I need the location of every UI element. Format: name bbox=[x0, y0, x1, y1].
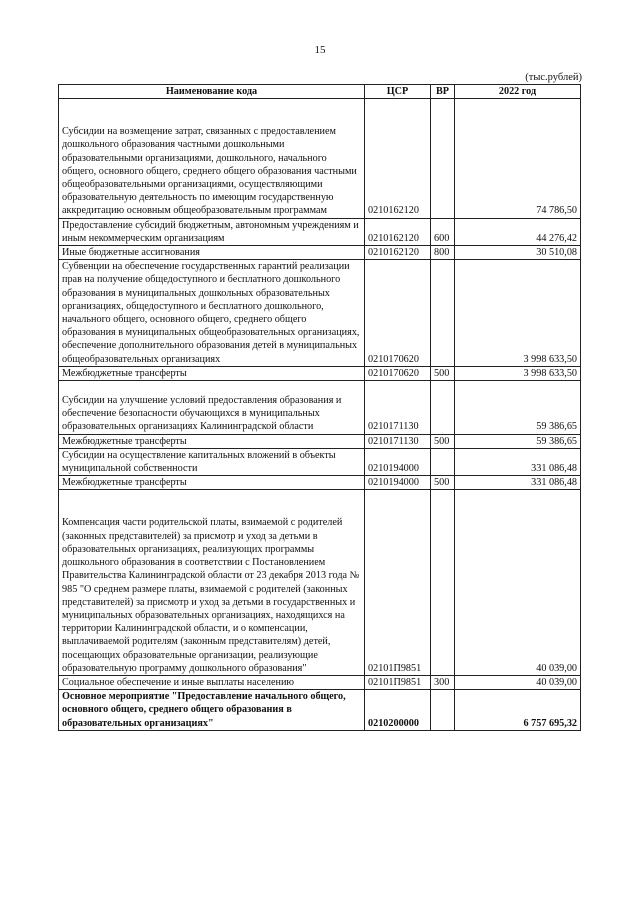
row-csr: 0210200000 bbox=[365, 690, 431, 731]
row-vr bbox=[431, 448, 455, 475]
row-amount: 30 510,08 bbox=[455, 246, 581, 260]
row-csr: 0210170620 bbox=[365, 260, 431, 367]
table-row bbox=[59, 381, 581, 435]
row-amount: 331 086,48 bbox=[455, 448, 581, 475]
row-csr: 0210162120 bbox=[365, 99, 431, 218]
table-row bbox=[59, 99, 581, 218]
table-row bbox=[59, 218, 581, 245]
row-csr: 0210170620 bbox=[365, 366, 431, 380]
row-csr: 0210162120 bbox=[365, 246, 431, 260]
row-csr: 0210194000 bbox=[365, 448, 431, 475]
row-vr bbox=[431, 490, 455, 675]
row-name: Межбюджетные трансферты bbox=[59, 366, 365, 380]
row-amount: 3 998 633,50 bbox=[455, 260, 581, 367]
row-csr: 02101П9851 bbox=[365, 490, 431, 675]
row-name: Межбюджетные трансферты bbox=[59, 434, 365, 448]
row-vr: 300 bbox=[431, 675, 455, 689]
row-name: Основное мероприятие "Предоставление начального общего, основного общего, среднего общего образования в образовательных организациях" bbox=[59, 690, 365, 731]
row-amount: 59 386,65 bbox=[455, 381, 581, 435]
row-csr: 02101П9851 bbox=[365, 675, 431, 689]
row-name: Компенсация части родительской платы, взимаемой с родителей (законных представителей) за присмотр и уход за детьми в образовательных организациях, реализующих программы дошкольного образования в соответствии с Постановлением Правительства Калининградской области от 23 декабря 2013 года № 985 "О среднем размере платы, взимаемой с родителей (законных представителей) за присмотр и уход за детьми в государственных и муниципальных образовательных организациях, находящихся на территории Калининградской области, и о компенсации, выплачиваемой родителям (законным представителям) детей, посещающих образовательные организации, реализующие образовательную программу дошкольного образования" bbox=[62, 517, 360, 674]
row-vr: 800 bbox=[431, 246, 455, 260]
row-amount: 6 757 695,32 bbox=[455, 690, 581, 731]
page-number: 15 bbox=[314, 44, 326, 56]
row-amount: 59 386,65 bbox=[455, 434, 581, 448]
row-name: Субсидии на возмещение затрат, связанных с предоставлением дошкольного образования частными дошкольными образовательными организациями, дошкольного, начального общего, основного общего, среднего общего образования частными общеобразовательными организациями, осуществляющими образовательную деятельность по имеющим государственную аккредитацию основным общеобразовательным программам bbox=[62, 126, 357, 217]
table-row bbox=[59, 476, 581, 490]
table-row bbox=[59, 366, 581, 380]
row-amount: 331 086,48 bbox=[455, 476, 581, 490]
row-vr: 500 bbox=[431, 366, 455, 380]
header-name: Наименование кода bbox=[59, 85, 365, 99]
row-name: Субвенции на обеспечение государственных гарантий реализации прав на получение общедоступного и бесплатного дошкольного образования в муниципальных дошкольных образовательных организациях, общедоступного и бесплатного дошкольного, начального общего, основного общего, среднего общего образования в муниципальных общеобразовательных организациях, обеспечение дополнительного образования детей в муниципальных общеобразовательных организациях bbox=[59, 260, 365, 367]
table-row bbox=[59, 434, 581, 448]
row-name: Предоставление субсидий бюджетным, автономным учреждениям и иным некоммерческим организациям bbox=[59, 218, 365, 245]
table-row bbox=[59, 490, 581, 675]
table-row bbox=[59, 448, 581, 475]
row-amount: 40 039,00 bbox=[455, 490, 581, 675]
table-row bbox=[59, 675, 581, 689]
row-name: Субсидии на осуществление капитальных вложений в объекты муниципальной собственности bbox=[59, 448, 365, 475]
row-vr bbox=[431, 99, 455, 218]
table-row bbox=[59, 260, 581, 367]
table-row bbox=[59, 246, 581, 260]
row-csr: 0210171130 bbox=[365, 381, 431, 435]
row-vr bbox=[431, 260, 455, 367]
row-amount: 44 276,42 bbox=[455, 218, 581, 245]
row-vr bbox=[431, 381, 455, 435]
row-csr: 0210171130 bbox=[365, 434, 431, 448]
units-label: (тыс.рублей) bbox=[525, 72, 582, 83]
row-csr: 0210162120 bbox=[365, 218, 431, 245]
row-vr: 600 bbox=[431, 218, 455, 245]
budget-table bbox=[58, 84, 581, 731]
row-name: Социальное обеспечение и иные выплаты населению bbox=[59, 675, 365, 689]
header-amount: 2022 год bbox=[455, 85, 581, 99]
row-vr bbox=[431, 690, 455, 731]
header-vr: ВР bbox=[431, 85, 455, 99]
row-name: Субсидии на улучшение условий предоставления образования и обеспечение безопасности обучающихся в муниципальных образовательных организациях Калининградской области bbox=[62, 395, 342, 433]
row-vr: 500 bbox=[431, 476, 455, 490]
row-name: Иные бюджетные ассигнования bbox=[59, 246, 365, 260]
table-header-row bbox=[59, 85, 581, 99]
row-name: Межбюджетные трансферты bbox=[59, 476, 365, 490]
row-amount: 40 039,00 bbox=[455, 675, 581, 689]
row-amount: 74 786,50 bbox=[455, 99, 581, 218]
header-csr: ЦСР bbox=[365, 85, 431, 99]
row-csr: 0210194000 bbox=[365, 476, 431, 490]
row-amount: 3 998 633,50 bbox=[455, 366, 581, 380]
row-vr: 500 bbox=[431, 434, 455, 448]
table-row-total bbox=[59, 690, 581, 731]
